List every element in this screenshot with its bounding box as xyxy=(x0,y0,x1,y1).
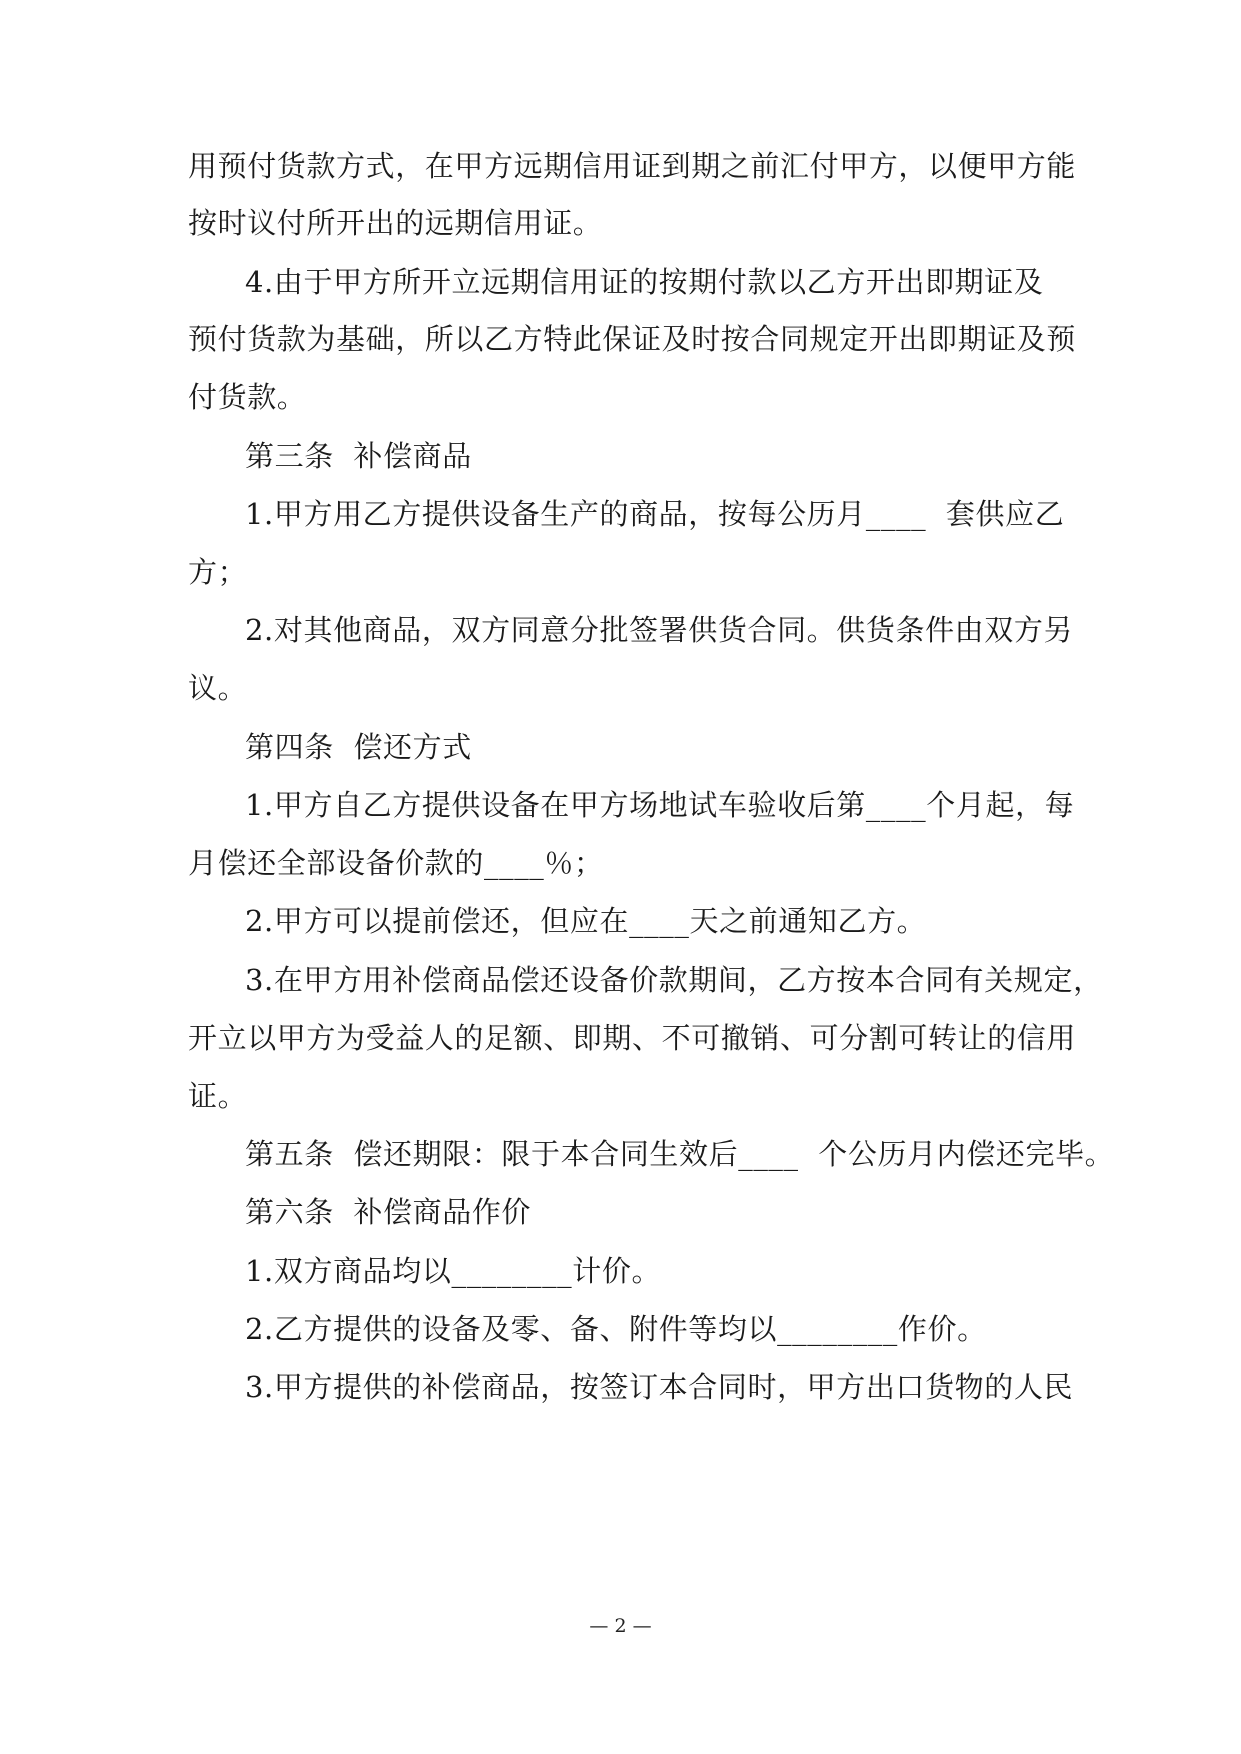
text-line: 方； xyxy=(188,555,248,589)
text-line: 按时议付所开出的远期信用证。 xyxy=(188,206,603,240)
text-line: 4.由于甲方所开立远期信用证的按期付款以乙方开出即期证及 xyxy=(245,265,1044,299)
text-line: 1.双方商品均以________计价。 xyxy=(245,1254,662,1288)
text-line: 议。 xyxy=(188,671,248,705)
text-line: 3.甲方提供的补偿商品，按签订本合同时，甲方出口货物的人民 xyxy=(245,1370,1074,1404)
page-number: — 2 — xyxy=(589,1615,652,1637)
text-line: 2.乙方提供的设备及零、备、附件等均以________作价。 xyxy=(245,1312,987,1346)
text-line: 开立以甲方为受益人的足额、即期、不可撤销、可分割可转让的信用 xyxy=(188,1021,1077,1055)
text-line: 3.在甲方用补偿商品偿还设备价款期间，乙方按本合同有关规定， xyxy=(245,963,1103,997)
text-line: 1.甲方用乙方提供设备生产的商品，按每公历月____ 套供应乙 xyxy=(245,497,1065,531)
text-line: 付货款。 xyxy=(188,380,307,414)
text-line: 用预付货款方式，在甲方远期信用证到期之前汇付甲方，以便甲方能 xyxy=(188,149,1077,183)
section-heading: 第三条 补偿商品 xyxy=(245,439,472,473)
section-heading: 第五条 偿还期限：限于本合同生效后____ 个公历月内偿还完毕。 xyxy=(245,1137,1115,1171)
section-heading: 第四条 偿还方式 xyxy=(245,730,472,764)
text-line: 2.甲方可以提前偿还，但应在____天之前通知乙方。 xyxy=(245,904,927,938)
text-line: 预付货款为基础，所以乙方特此保证及时按合同规定开出即期证及预 xyxy=(188,322,1077,356)
section-heading: 第六条 补偿商品作价 xyxy=(245,1195,532,1229)
text-line: 1.甲方自乙方提供设备在甲方场地试车验收后第____个月起，每 xyxy=(245,788,1075,822)
text-line: 证。 xyxy=(188,1079,248,1113)
text-line: 2.对其他商品，双方同意分批签署供货合同。供货条件由双方另 xyxy=(245,613,1074,647)
text-line: 月偿还全部设备价款的____％； xyxy=(188,846,604,880)
